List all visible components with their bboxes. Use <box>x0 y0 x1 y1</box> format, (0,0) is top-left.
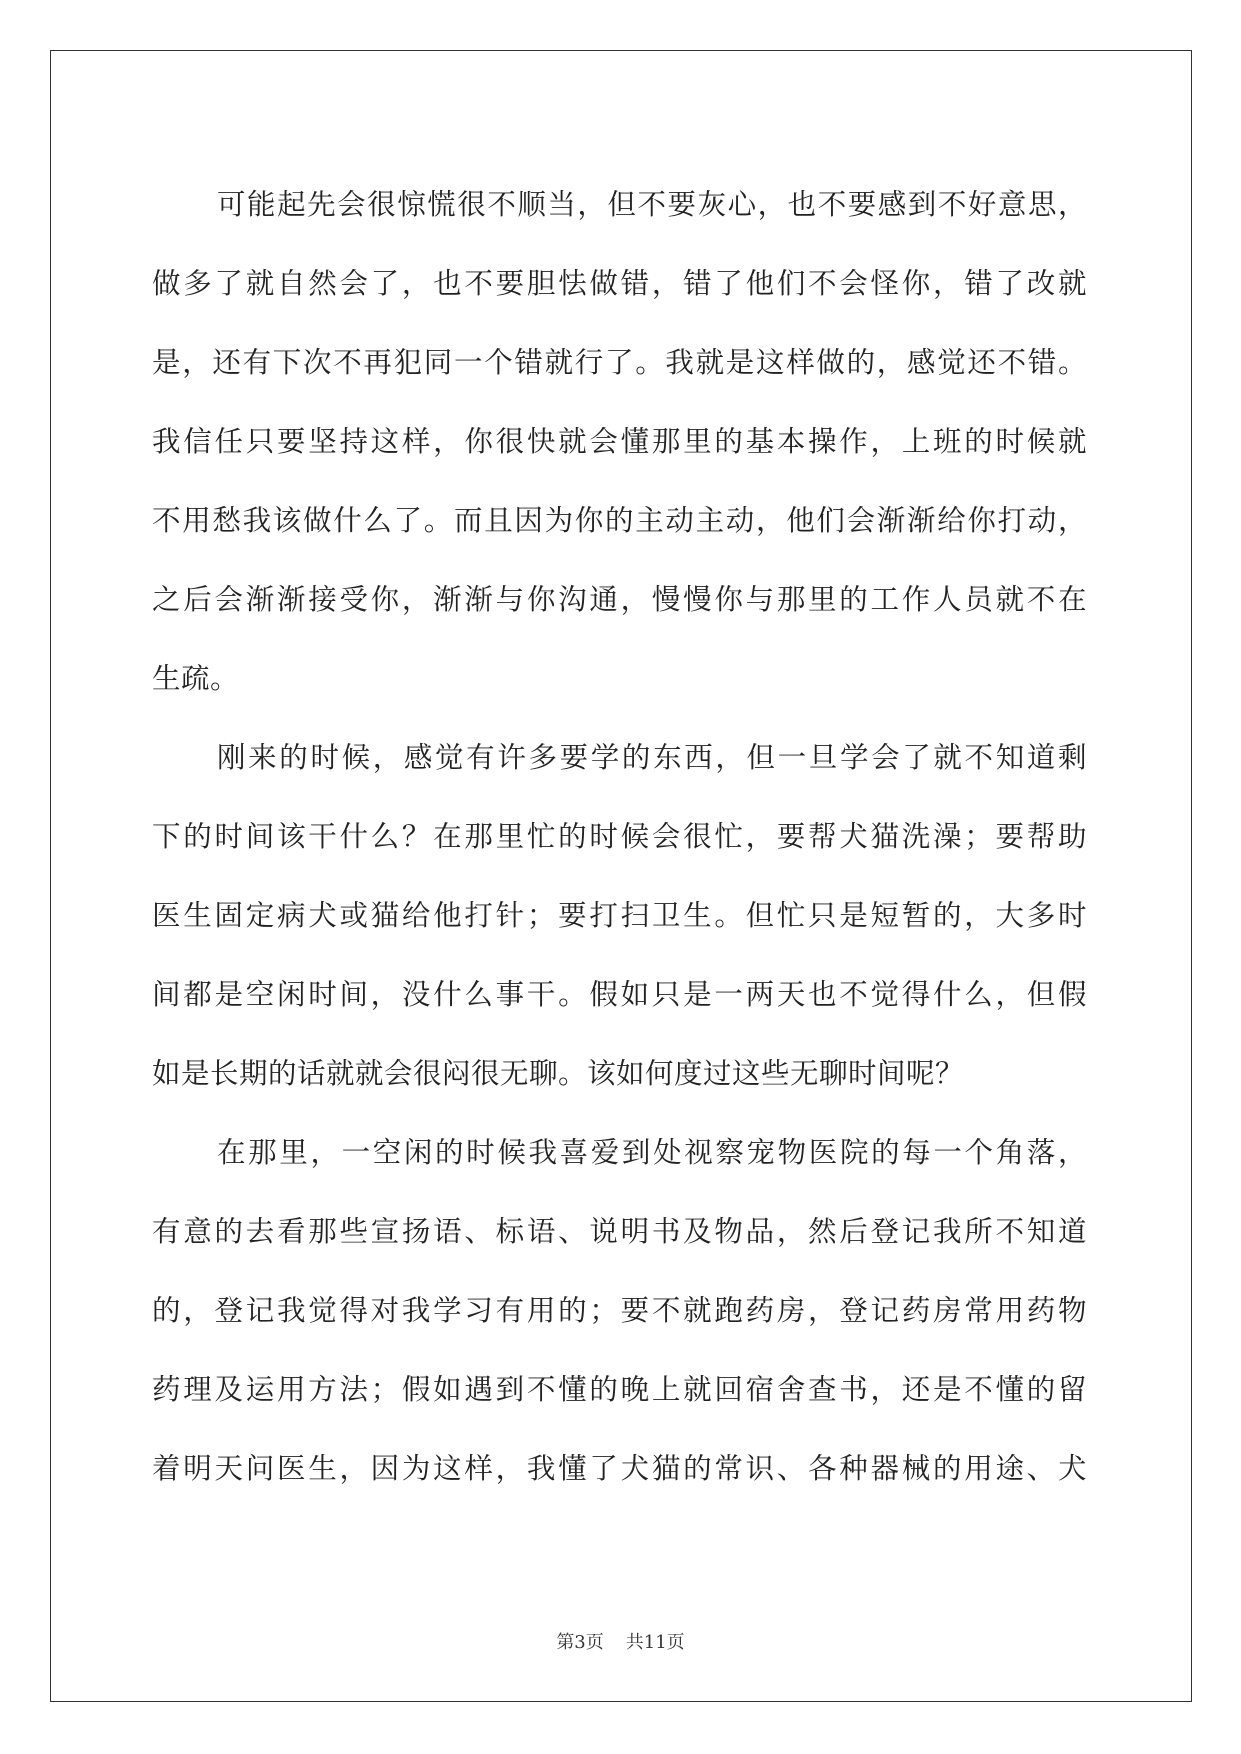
paragraph-1-line-1: 可能起先会很惊慌很不顺当，但不要灰心，也不要感到不好意思， <box>217 188 1087 221</box>
paragraph-3-line-5: 着明天问医生，因为这样，我懂了犬猫的常识、各种器械的用途、犬 <box>152 1452 1087 1485</box>
paragraph-1-line-6: 之后会渐渐接受你，渐渐与你沟通，慢慢你与那里的工作人员就不在 <box>152 583 1087 616</box>
paragraph-3-line-2: 有意的去看那些宣扬语、标语、说明书及物品，然后登记我所不知道 <box>152 1215 1087 1248</box>
page-number: 第3页 <box>556 1632 604 1653</box>
paragraph-2-line-4: 间都是空闲时间，没什么事干。假如只是一两天也不觉得什么，但假 <box>152 978 1087 1011</box>
paragraph-1-line-2: 做多了就自然会了，也不要胆怯做错，错了他们不会怪你，错了改就 <box>152 267 1087 300</box>
paragraph-2-line-1: 刚来的时候，感觉有许多要学的东西，但一旦学会了就不知道剩 <box>217 741 1087 774</box>
paragraph-1-line-5: 不用愁我该做什么了。而且因为你的主动主动，他们会渐渐给你打动， <box>152 504 1087 537</box>
paragraph-1-line-3: 是，还有下次不再犯同一个错就行了。我就是这样做的，感觉还不错。 <box>152 346 1087 379</box>
paragraph-1-line-4: 我信任只要坚持这样，你很快就会懂那里的基本操作，上班的时候就 <box>152 425 1087 458</box>
page-total: 共11页 <box>625 1632 685 1653</box>
page-footer <box>0 1628 1241 1654</box>
paragraph-3-line-1: 在那里，一空闲的时候我喜爱到处视察宠物医院的每一个角落， <box>217 1136 1087 1169</box>
paragraph-3-line-4: 药理及运用方法；假如遇到不懂的晚上就回宿舍查书，还是不懂的留 <box>152 1373 1087 1406</box>
paragraph-3-line-3: 的，登记我觉得对我学习有用的；要不就跑药房，登记药房常用药物 <box>152 1294 1087 1327</box>
document-body <box>152 165 1087 1508</box>
paragraph-2-line-3: 医生固定病犬或猫给他打针；要打扫卫生。但忙只是短暂的，大多时 <box>152 899 1087 932</box>
paragraph-2-line-2: 下的时间该干什么？在那里忙的时候会很忙，要帮犬猫洗澡；要帮助 <box>152 820 1087 853</box>
paragraph-2-line-5: 如是长期的话就就会很闷很无聊。该如何度过这些无聊时间呢？ <box>152 1057 965 1090</box>
paragraph-1-line-7: 生疏。 <box>152 662 240 695</box>
